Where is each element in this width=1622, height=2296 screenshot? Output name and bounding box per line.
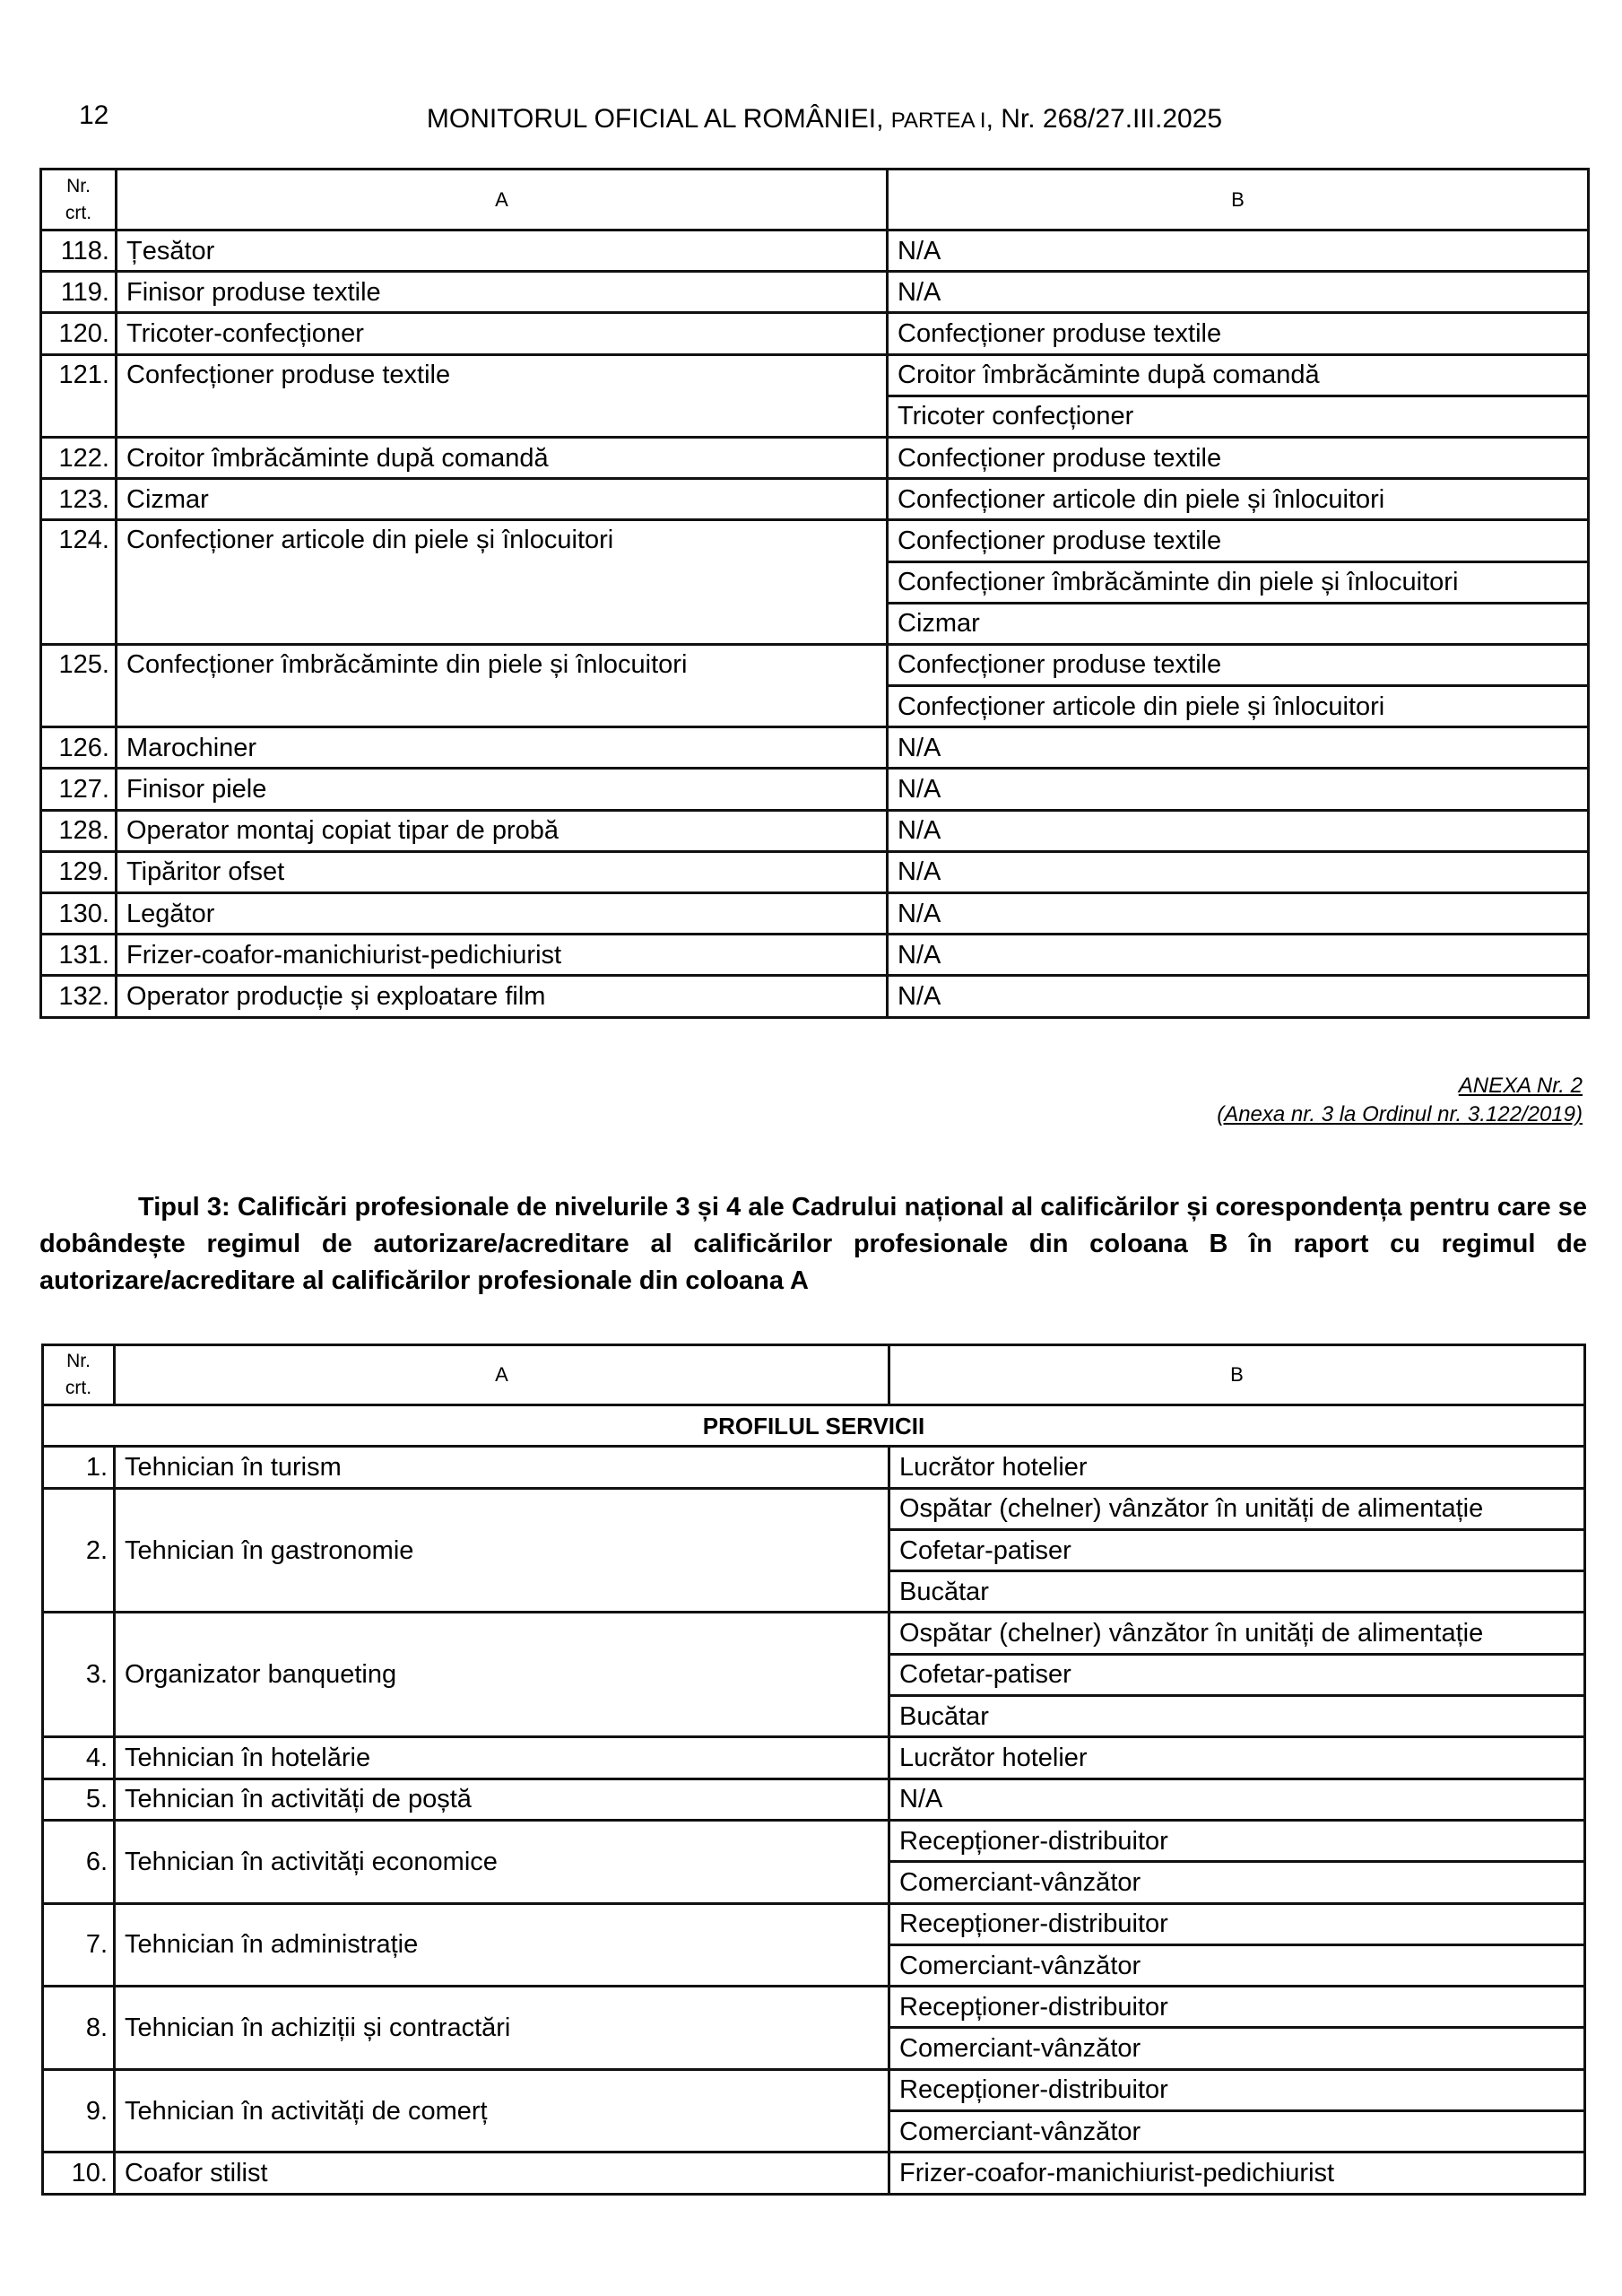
- table-row: [41, 769, 1589, 810]
- table-row: [41, 893, 1589, 935]
- table-row: [41, 313, 1589, 354]
- row-number: 122.: [41, 437, 117, 478]
- qualification-b: Bucătar: [889, 1571, 1585, 1613]
- table-row: [41, 272, 1589, 313]
- qualification-b: N/A: [888, 810, 1589, 851]
- qualification-a: Tehnician în activități de poștă: [115, 1779, 889, 1820]
- qualification-a: Croitor îmbrăcăminte după comandă: [117, 437, 888, 478]
- row-number: 1.: [43, 1447, 115, 1488]
- table-row: [41, 437, 1589, 478]
- qualification-a: Organizator banqueting: [115, 1613, 889, 1737]
- qualification-b: Lucrător hotelier: [889, 1447, 1585, 1488]
- qualification-b: Cofetar-patiser: [889, 1529, 1585, 1570]
- row-number: 120.: [41, 313, 117, 354]
- row-number: 3.: [43, 1613, 115, 1737]
- table-body: [41, 230, 1589, 1018]
- publication-issue: , Nr. 268/27.III.2025: [985, 104, 1223, 134]
- table-row: [41, 230, 1589, 272]
- row-number: 130.: [41, 893, 117, 935]
- qualification-b: N/A: [888, 272, 1589, 313]
- table-row: [43, 1447, 1585, 1488]
- row-number: 8.: [43, 1987, 115, 2070]
- section-row: [43, 1405, 1585, 1447]
- qualification-b: Confecționer produse textile: [888, 520, 1589, 561]
- qualification-a: Tehnician în activități de comerț: [115, 2069, 889, 2152]
- column-header-a: A: [115, 1345, 889, 1405]
- page-number: 12: [79, 100, 109, 130]
- qualification-b: N/A: [888, 893, 1589, 935]
- qualification-a: Tehnician în hotelărie: [115, 1737, 889, 1779]
- table-row: [41, 644, 1589, 685]
- qualification-b: Croitor îmbrăcăminte după comandă: [888, 354, 1589, 396]
- column-header-b: B: [888, 170, 1589, 230]
- qualification-b: Lucrător hotelier: [889, 1737, 1585, 1779]
- table-row: [41, 354, 1589, 396]
- column-header-nr: Nr. crt.: [41, 170, 117, 230]
- qualification-b: Bucătar: [889, 1696, 1585, 1737]
- qualification-a: Legător: [117, 893, 888, 935]
- qualification-b: Cofetar-patiser: [889, 1654, 1585, 1695]
- column-header-b: B: [889, 1345, 1585, 1405]
- qualification-a: Tricoter-confecționer: [117, 313, 888, 354]
- qualification-a: Operator producție și exploatare film: [117, 976, 888, 1017]
- qualification-b: Ospătar (chelner) vânzător în unități de alimentație: [889, 1613, 1585, 1654]
- table-row: [41, 479, 1589, 520]
- row-number: 9.: [43, 2069, 115, 2152]
- annex-number: ANEXA Nr. 2: [1458, 1074, 1583, 1098]
- row-number: 131.: [41, 935, 117, 976]
- table-row: [41, 935, 1589, 976]
- table-header-row: [43, 1345, 1585, 1405]
- publication-title: MONITORUL OFICIAL AL ROMÂNIEI,: [426, 104, 891, 134]
- qualification-b: Recepționer-distribuitor: [889, 1903, 1585, 1944]
- row-number: 123.: [41, 479, 117, 520]
- row-number: 10.: [43, 2152, 115, 2194]
- qualification-b: Confecționer articole din piele și înlocuitori: [888, 686, 1589, 727]
- table-row: [43, 1987, 1585, 2028]
- row-number: 7.: [43, 1903, 115, 1987]
- table-row: [43, 1613, 1585, 1654]
- table-row: [41, 851, 1589, 892]
- qualification-a: Tehnician în activități economice: [115, 1820, 889, 1903]
- qualification-b: Recepționer-distribuitor: [889, 2069, 1585, 2110]
- qualification-a: Finisor produse textile: [117, 272, 888, 313]
- qualification-b: Comerciant-vânzător: [889, 1944, 1585, 1986]
- qualification-a: Tipăritor ofset: [117, 851, 888, 892]
- qualification-a: Tehnician în turism: [115, 1447, 889, 1488]
- row-number: 125.: [41, 644, 117, 726]
- row-number: 127.: [41, 769, 117, 810]
- row-number: 124.: [41, 520, 117, 645]
- qualification-a: Finisor piele: [117, 769, 888, 810]
- row-number: 119.: [41, 272, 117, 313]
- profile-section-label: PROFILUL SERVICII: [43, 1405, 1585, 1447]
- publication-part: PARTEA I: [890, 109, 986, 133]
- row-number: 118.: [41, 230, 117, 272]
- qualification-a: Coafor stilist: [115, 2152, 889, 2194]
- qualification-b: Comerciant-vânzător: [889, 2111, 1585, 2152]
- qualification-a: Frizer-coafor-manichiurist-pedichiurist: [117, 935, 888, 976]
- annex-reference: (Anexa nr. 3 la Ordinul nr. 3.122/2019): [1217, 1102, 1583, 1126]
- qualification-a: Confecționer produse textile: [117, 354, 888, 437]
- row-number: 2.: [43, 1488, 115, 1613]
- table-row: [41, 520, 1589, 561]
- column-header-a: A: [117, 170, 888, 230]
- table-row: [41, 727, 1589, 769]
- qualification-b: N/A: [888, 935, 1589, 976]
- qualification-a: Marochiner: [117, 727, 888, 769]
- table-row: [43, 1903, 1585, 1944]
- qualification-a: Confecționer îmbrăcăminte din piele și înlocuitori: [117, 644, 888, 726]
- qualification-b: Recepționer-distribuitor: [889, 1987, 1585, 2028]
- row-number: 132.: [41, 976, 117, 1017]
- row-number: 126.: [41, 727, 117, 769]
- qualification-a: Tehnician în achiziții și contractări: [115, 1987, 889, 2070]
- table-row: [43, 2069, 1585, 2110]
- qualification-a: Tehnician în gastronomie: [115, 1488, 889, 1613]
- qualification-b: Confecționer produse textile: [888, 313, 1589, 354]
- qualification-b: Cizmar: [888, 603, 1589, 644]
- qualification-b: Confecționer articole din piele și înlocuitori: [888, 479, 1589, 520]
- table-body: [43, 1405, 1585, 2195]
- row-number: 4.: [43, 1737, 115, 1779]
- qualification-a: Tehnician în administrație: [115, 1903, 889, 1987]
- row-number: 129.: [41, 851, 117, 892]
- qualification-b: Comerciant-vânzător: [889, 2028, 1585, 2069]
- column-header-nr: Nr. crt.: [43, 1345, 115, 1405]
- qualification-b: N/A: [888, 230, 1589, 272]
- qualification-a: Cizmar: [117, 479, 888, 520]
- table-row: [43, 1737, 1585, 1779]
- qualification-a: Operator montaj copiat tipar de probă: [117, 810, 888, 851]
- qualification-b: Ospătar (chelner) vânzător în unități de alimentație: [889, 1488, 1585, 1529]
- table-row: [43, 1820, 1585, 1861]
- qualification-b: Comerciant-vânzător: [889, 1862, 1585, 1903]
- table-row: [43, 1779, 1585, 1820]
- row-number: 121.: [41, 354, 117, 437]
- qualification-b: Confecționer îmbrăcăminte din piele și înlocuitori: [888, 561, 1589, 603]
- table-row: [43, 2152, 1585, 2194]
- table-header-row: [41, 170, 1589, 230]
- qualification-b: N/A: [888, 769, 1589, 810]
- table-row: [41, 976, 1589, 1017]
- qualification-b: Confecționer produse textile: [888, 437, 1589, 478]
- table-row: [41, 810, 1589, 851]
- qualification-b: Recepționer-distribuitor: [889, 1820, 1585, 1861]
- qualification-b: N/A: [888, 727, 1589, 769]
- qualification-a: Confecționer articole din piele și înlocuitori: [117, 520, 888, 645]
- row-number: 128.: [41, 810, 117, 851]
- qualification-b: N/A: [888, 851, 1589, 892]
- qualification-b: Frizer-coafor-manichiurist-pedichiurist: [889, 2152, 1585, 2194]
- qualification-b: N/A: [889, 1779, 1585, 1820]
- correspondence-table-2: [41, 1344, 1586, 2196]
- section-title: Tipul 3: Calificări profesionale de nivelurile 3 și 4 ale Cadrului național al calificărilor și corespondența pentru care se dobândește regimul de autorizare/acreditare al calificărilor profesionale din coloana B în raport cu regimul de autorizare/acreditare al calificărilor profesionale din coloana A: [39, 1193, 1587, 1295]
- running-header: [0, 104, 1622, 136]
- qualification-b: Tricoter confecționer: [888, 396, 1589, 437]
- qualification-b: N/A: [888, 976, 1589, 1017]
- table-row: [43, 1488, 1585, 1529]
- qualification-a: Țesător: [117, 230, 888, 272]
- correspondence-table-1: [39, 168, 1590, 1019]
- row-number: 5.: [43, 1779, 115, 1820]
- qualification-b: Confecționer produse textile: [888, 644, 1589, 685]
- row-number: 6.: [43, 1820, 115, 1903]
